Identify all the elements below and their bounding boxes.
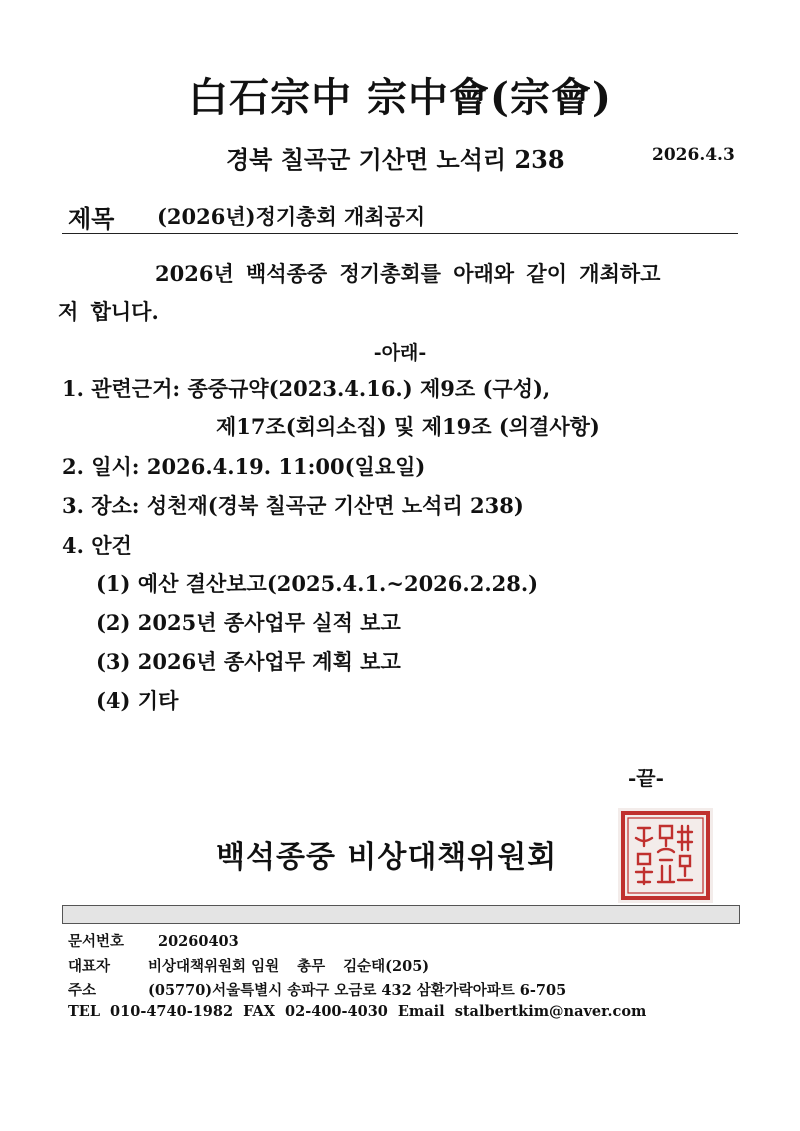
- representative-label: 대표자: [68, 958, 111, 975]
- fax-value: 02-400-4030: [285, 1003, 388, 1020]
- document-date: 2026.4.3: [652, 145, 735, 165]
- fax-label: FAX: [243, 1003, 276, 1020]
- representative-value: 비상대책위원회 임원: [148, 958, 280, 975]
- subject-label: 제목: [68, 204, 115, 233]
- footer-address: [68, 979, 566, 1000]
- email-value: stalbertkim@naver.com: [454, 1003, 647, 1020]
- list-item-basis-continued: 제17조(회의소집) 및 제19조 (의결사항): [216, 414, 600, 439]
- subject-text: (2026년)정기총회 개최공지: [157, 204, 426, 229]
- section-mark: -아래-: [373, 342, 427, 364]
- email-label: Email: [397, 1003, 445, 1020]
- footer-document-number: [68, 930, 239, 951]
- address-value: (05770)서울특별시 송파구 오금로 432 삼환가락아파트 6-705: [148, 982, 567, 999]
- list-item-datetime: 2. 일시: 2026.4.19. 11:00(일요일): [62, 454, 426, 479]
- intro-line: 저 합니다.: [58, 299, 159, 324]
- representative-title: 총무: [297, 958, 326, 975]
- list-item-venue: 3. 장소: 성천재(경북 칠곡군 기산면 노석리 238): [62, 493, 524, 518]
- official-seal-icon: [618, 808, 713, 903]
- agenda-item: (4) 기타: [96, 688, 179, 713]
- footer-contact: [68, 1003, 646, 1020]
- doc-number-value: 20260403: [158, 933, 239, 950]
- organization-address: 경북 칠곡군 기산면 노석리 238: [226, 145, 565, 174]
- footer-divider-bar: [62, 905, 740, 924]
- agenda-item: (2) 2025년 종사업무 실적 보고: [96, 610, 401, 635]
- representative-name: 김순태(205): [343, 958, 430, 975]
- end-mark: -끝-: [628, 766, 664, 790]
- list-item-agenda: 4. 안건: [62, 533, 132, 558]
- tel-label: TEL: [68, 1003, 101, 1020]
- intro-line: 2026년 백석종중 정기총회를 아래와 같이 개최하고: [155, 261, 661, 286]
- committee-signature: 백석종중 비상대책위원회: [216, 840, 558, 875]
- doc-number-label: 문서번호: [68, 933, 125, 950]
- agenda-item: (1) 예산 결산보고(2025.4.1.~2026.2.28.): [96, 571, 539, 596]
- subject-row: [62, 197, 738, 234]
- footer-representative: [68, 955, 429, 976]
- list-item-basis: 1. 관련근거: 종중규약(2023.4.16.) 제9조 (구성),: [62, 376, 551, 401]
- tel-value: 010-4740-1982: [110, 1003, 234, 1020]
- agenda-item: (3) 2026년 종사업무 계획 보고: [96, 649, 401, 674]
- address-label: 주소: [68, 982, 97, 999]
- document-title: 白石宗中 宗中會(宗會): [188, 74, 612, 121]
